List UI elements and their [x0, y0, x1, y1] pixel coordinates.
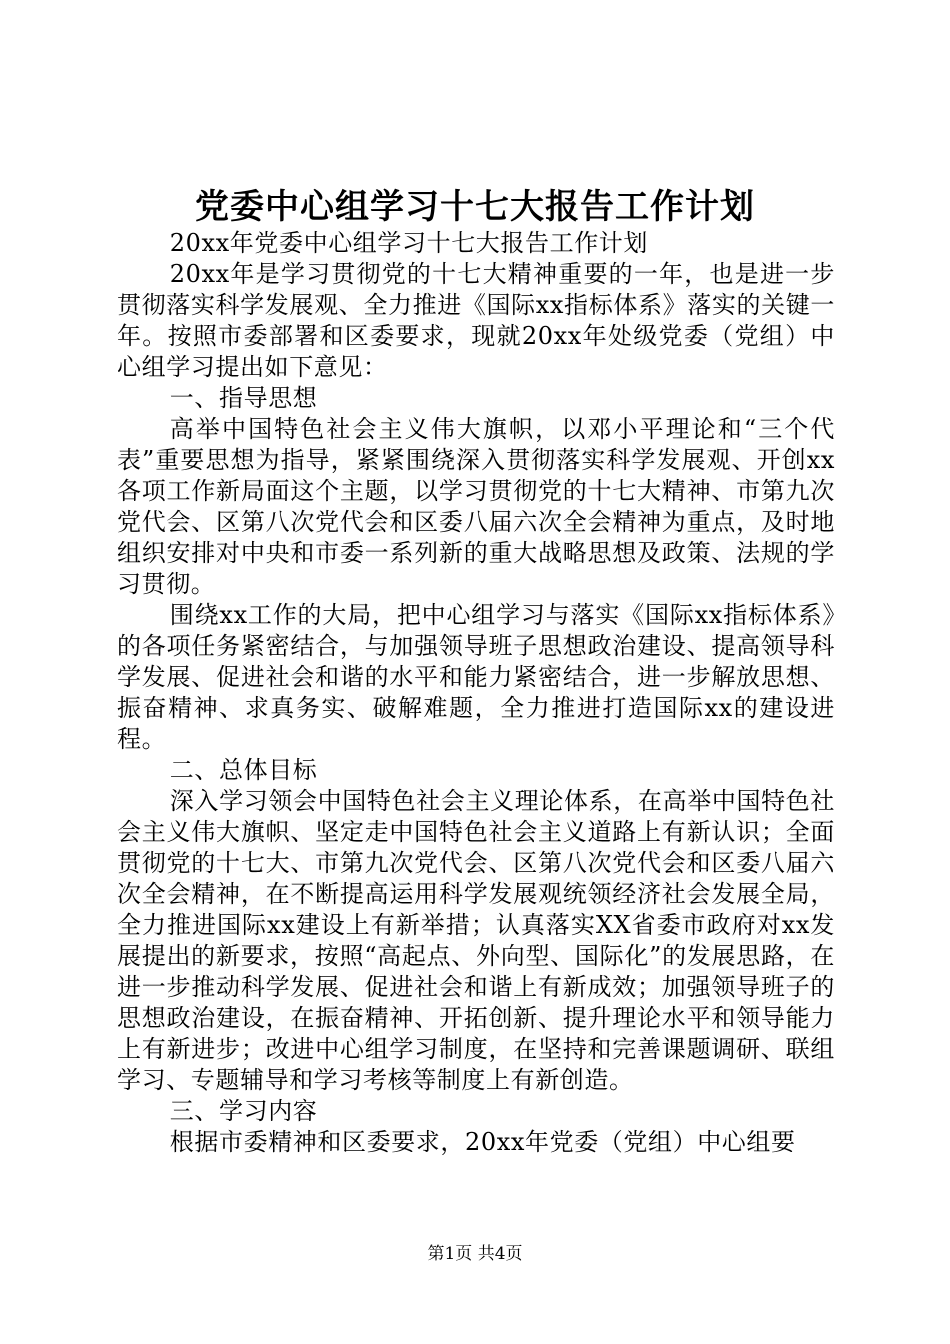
document-body — [117, 228, 835, 1158]
paragraph-intro: 20xx年是学习贯彻党的十七大精神重要的一年，也是进一步贯彻落实科学发展观、全力推进《国际xx指标体系》落实的关键一年。按照市委部署和区委要求，现就20xx年处级党委（党组）中心组学习提出如下意见： — [117, 260, 835, 381]
heading-study-content: 三、学习内容 — [169, 1097, 318, 1125]
document-title: 党委中心组学习十七大报告工作计划 — [195, 187, 755, 227]
heading-guiding-thought: 一、指导思想 — [169, 384, 318, 412]
paragraph-study-content: 根据市委精神和区委要求，20xx年党委（党组）中心组要 — [169, 1128, 796, 1156]
heading-overall-goal: 二、总体目标 — [169, 756, 318, 784]
page-number-footer: 第1页 共4页 — [427, 1244, 523, 1264]
paragraph-overall-goal: 深入学习领会中国特色社会主义理论体系，在高举中国特色社会主义伟大旗帜、坚定走中国特色社会主义道路上有新认识；全面贯彻党的十七大、市第九次党代会、区第八次党代会和区委八届六次全会精神，在不断提高运用科学发展观统领经济社会发展全局，全力推进国际xx建设上有新举措；认真落实XX省委市政府对xx发展提出的新要求，按照“高起点、外向型、国际化”的发展思路，在进一步推动科学发展、促进社会和谐上有新成效；加强领导班子的思想政治建设，在振奋精神、开拓创新、提升理论水平和领导能力上有新进步；改进中心组学习制度，在坚持和完善课题调研、联组学习、专题辅导和学习考核等制度上有新创造。 — [117, 787, 835, 1094]
paragraph-guiding-thought-2: 围绕xx工作的大局，把中心组学习与落实《国际xx指标体系》的各项任务紧密结合，与加强领导班子思想政治建设、提高领导科学发展、促进社会和谐的水平和能力紧密结合，进一步解放思想、振奋精神、求真务实、破解难题，全力推进打造国际xx的建设进程。 — [117, 601, 835, 753]
paragraph-subtitle: 20xx年党委中心组学习十七大报告工作计划 — [169, 229, 649, 257]
paragraph-guiding-thought-1: 高举中国特色社会主义伟大旗帜，以邓小平理论和“三个代表”重要思想为指导，紧紧围绕深入贯彻落实科学发展观、开创xx各项工作新局面这个主题，以学习贯彻党的十七大精神、市第九次党代会、区第八次党代会和区委八届六次全会精神为重点，及时地组织安排对中央和市委一系列新的重大战略思想及政策、法规的学习贯彻。 — [117, 415, 835, 598]
